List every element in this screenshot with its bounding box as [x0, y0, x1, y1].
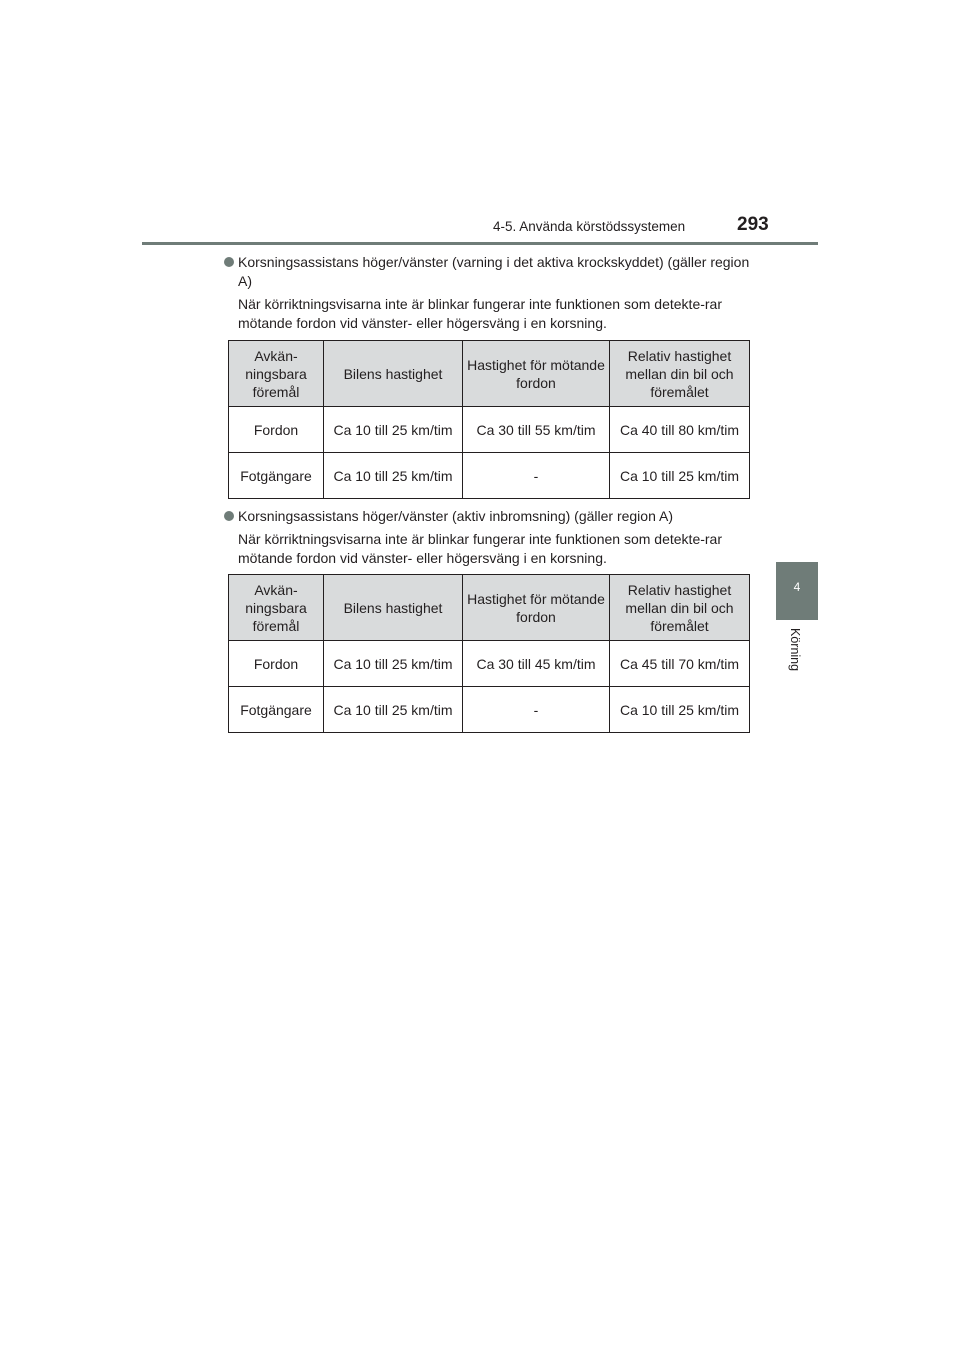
table-header-cell: Avkän-ningsbara föremål	[229, 575, 324, 641]
bullet-heading	[224, 507, 754, 526]
table-cell: Ca 10 till 25 km/tim	[324, 641, 463, 687]
bullet-icon	[224, 511, 234, 521]
table-cell: Ca 10 till 25 km/tim	[324, 407, 463, 453]
table-row	[229, 687, 750, 733]
table-cell: Ca 10 till 25 km/tim	[610, 453, 750, 499]
table-header-cell: Hastighet för mötande fordon	[463, 575, 610, 641]
table-cell: Ca 30 till 45 km/tim	[463, 641, 610, 687]
bullet-heading-text: Korsningsassistans höger/vänster (aktiv inbromsning) (gäller region A)	[238, 508, 673, 524]
bullet-icon	[224, 257, 234, 267]
section-title: 4-5. Använda körstödssystemen	[493, 219, 686, 234]
table-cell: Ca 30 till 55 km/tim	[463, 407, 610, 453]
table-header-cell: Hastighet för mötande fordon	[463, 341, 610, 407]
bullet-heading	[224, 253, 754, 291]
page-number: 293	[737, 214, 769, 235]
table-header-cell: Bilens hastighet	[324, 575, 463, 641]
table-cell: -	[463, 453, 610, 499]
table-cell: Ca 40 till 80 km/tim	[610, 407, 750, 453]
table-cell: Fotgängare	[229, 453, 324, 499]
section-1	[224, 253, 754, 333]
section-2	[224, 507, 754, 568]
table-cell: Ca 10 till 25 km/tim	[610, 687, 750, 733]
table-row	[229, 453, 750, 499]
table-cell: Ca 45 till 70 km/tim	[610, 641, 750, 687]
table-header-row	[229, 341, 750, 407]
table-cell: Fordon	[229, 641, 324, 687]
bullet-heading-text: Korsningsassistans höger/vänster (varning i det aktiva krockskyddet) (gäller region A)	[238, 254, 750, 289]
table-cell: Ca 10 till 25 km/tim	[324, 687, 463, 733]
chapter-label: Körning	[788, 628, 802, 672]
chapter-tab[interactable]: 4	[776, 562, 818, 620]
table-header-row	[229, 575, 750, 641]
body-paragraph: När körriktningsvisarna inte är blinkar fungerar inte funktionen som detekte-rar mötande fordon vid vänster- eller högersväng i en korsning.	[238, 531, 723, 566]
body-paragraph: När körriktningsvisarna inte är blinkar fungerar inte funktionen som detekte-rar mötande fordon vid vänster- eller högersväng i en korsning.	[238, 296, 723, 331]
table-cell: Ca 10 till 25 km/tim	[324, 453, 463, 499]
table-cell: Fotgängare	[229, 687, 324, 733]
table-header-cell: Relativ hastighet mellan din bil och föremålet	[610, 341, 750, 407]
table-row	[229, 641, 750, 687]
speed-table-2	[228, 574, 750, 733]
speed-table-1	[228, 340, 750, 499]
table-row	[229, 407, 750, 453]
table-cell: Fordon	[229, 407, 324, 453]
table-header-cell: Avkän-ningsbara föremål	[229, 341, 324, 407]
table-header-cell: Bilens hastighet	[324, 341, 463, 407]
table-cell: -	[463, 687, 610, 733]
table-header-cell: Relativ hastighet mellan din bil och föremålet	[610, 575, 750, 641]
header-divider	[142, 242, 818, 245]
